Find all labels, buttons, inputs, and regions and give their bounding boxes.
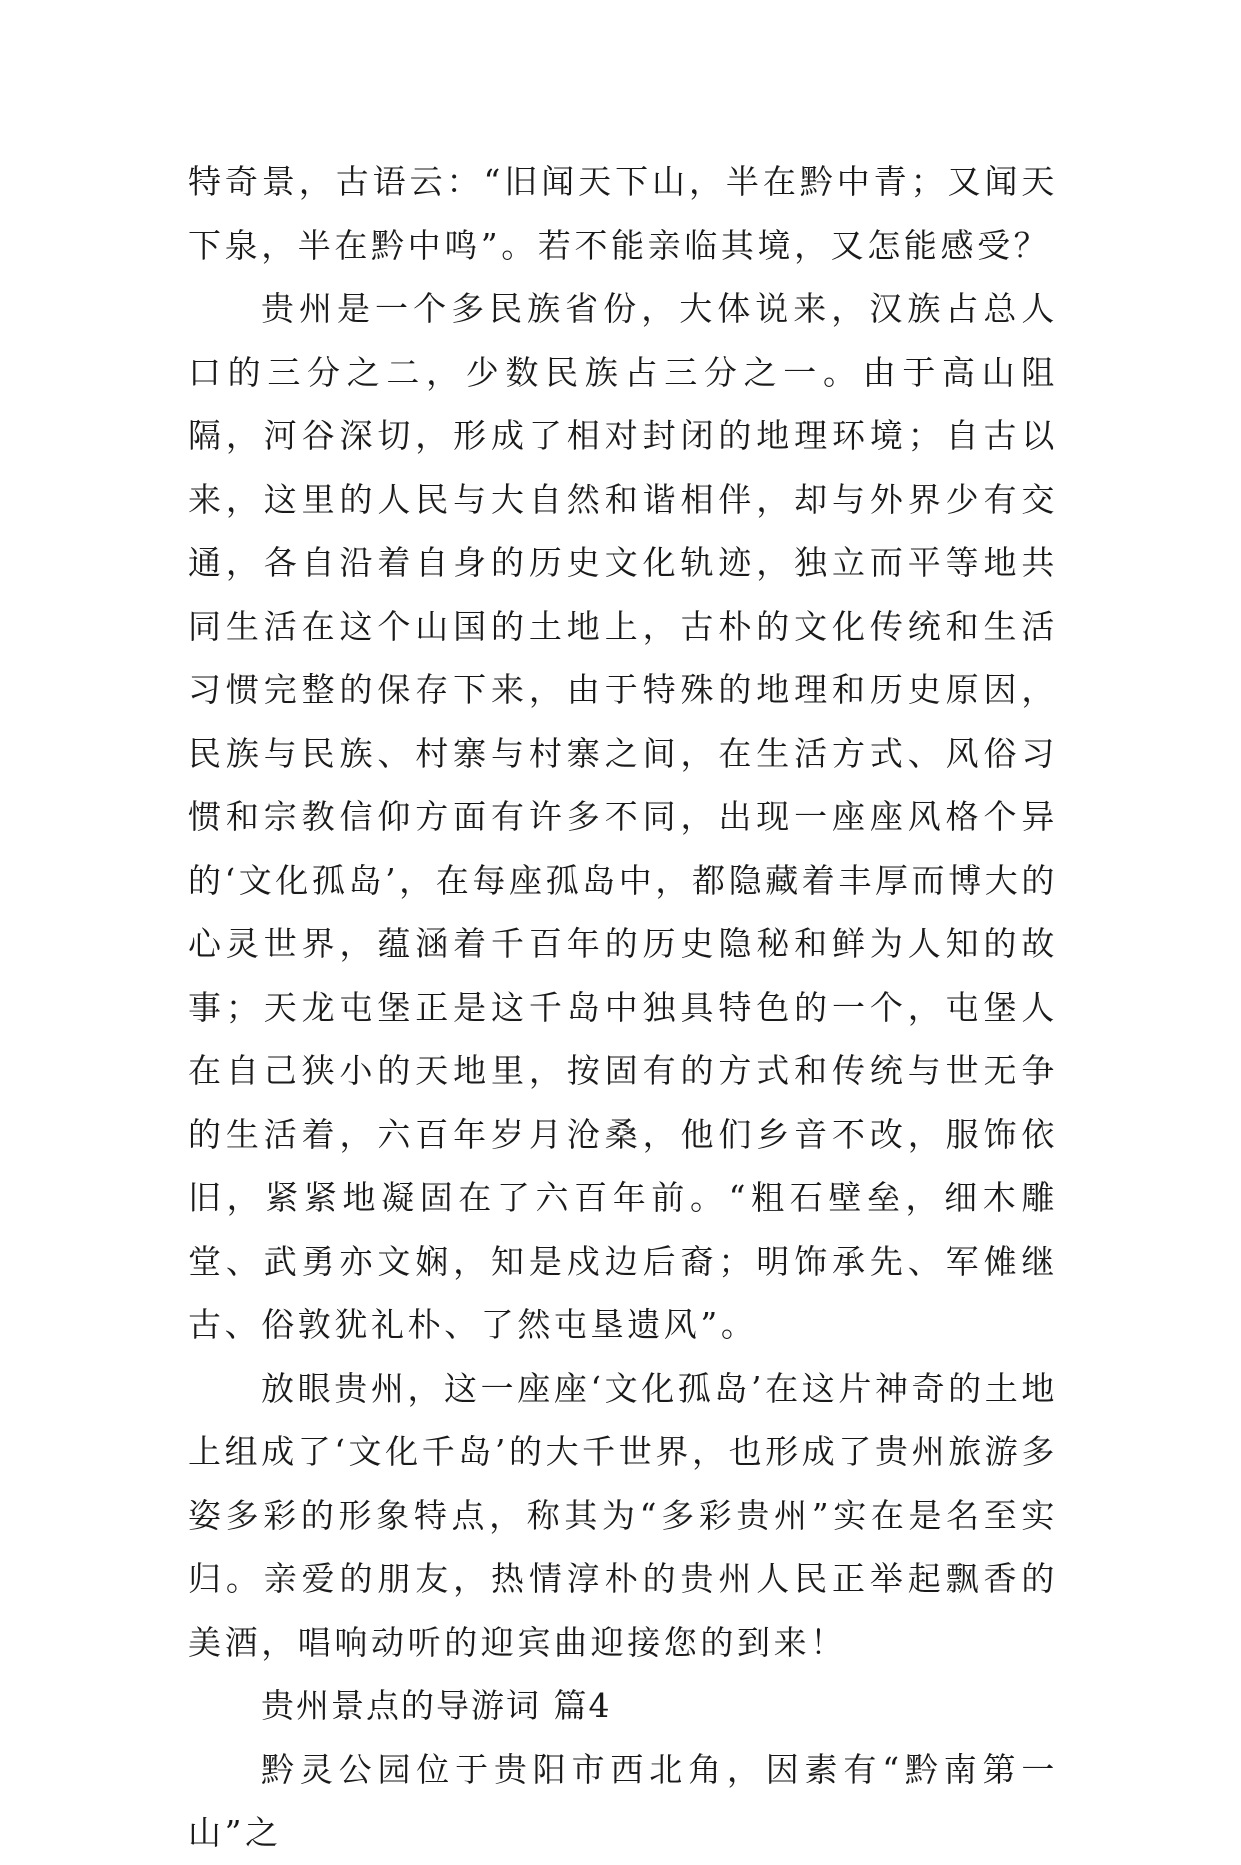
paragraph-landscape-quote: 特奇景，古语云：“旧闻天下山，半在黔中青；又闻天下泉，半在黔中鸣”。若不能亲临其境，又怎能感受？ [188, 162, 1058, 265]
section-heading: 贵州景点的导游词 篇4 [261, 1686, 612, 1725]
document-body [188, 150, 1058, 1865]
paragraph-welcome: 放眼贵州，这一座座‘文化孤岛’在这片神奇的土地上组成了‘文化千岛’的大千世界，也形成了贵州旅游多姿多彩的形象特点，称其为“多彩贵州”实在是名至实归。亲爱的朋友，热情淳朴的贵州人民正举起飘香的美酒，唱响动听的迎宾曲迎接您的到来！ [188, 1368, 1058, 1662]
paragraph-qianling-park: 黔灵公园位于贵阳市西北角，因素有“黔南第一山”之 [188, 1749, 1058, 1852]
paragraph-ethnic-culture: 贵州是一个多民族省份，大体说来，汉族占总人口的三分之二，少数民族占三分之一。由于高山阻隔，河谷深切，形成了相对封闭的地理环境；自古以来，这里的人民与大自然和谐相伴，却与外界少有交通，各自沿着自身的历史文化轨迹，独立而平等地共同生活在这个山国的土地上，古朴的文化传统和生活习惯完整的保存下来，由于特殊的地理和历史原因，民族与民族、村寨与村寨之间，在生活方式、风俗习惯和宗教信仰方面有许多不同，出现一座座风格个异的‘文化孤岛’，在每座孤岛中，都隐藏着丰厚而博大的心灵世界，蕴涵着千百年的历史隐秘和鲜为人知的故事；天龙屯堡正是这千岛中独具特色的一个，屯堡人在自己狭小的天地里，按固有的方式和传统与世无争的生活着，六百年岁月沧桑，他们乡音不改，服饰依旧，紧紧地凝固在了六百年前。“粗石壁垒，细木雕堂、武勇亦文娴，知是戍边后裔；明饰承先、军傩继古、俗敦犹礼朴、了然屯垦遗风”。 [188, 289, 1058, 1344]
